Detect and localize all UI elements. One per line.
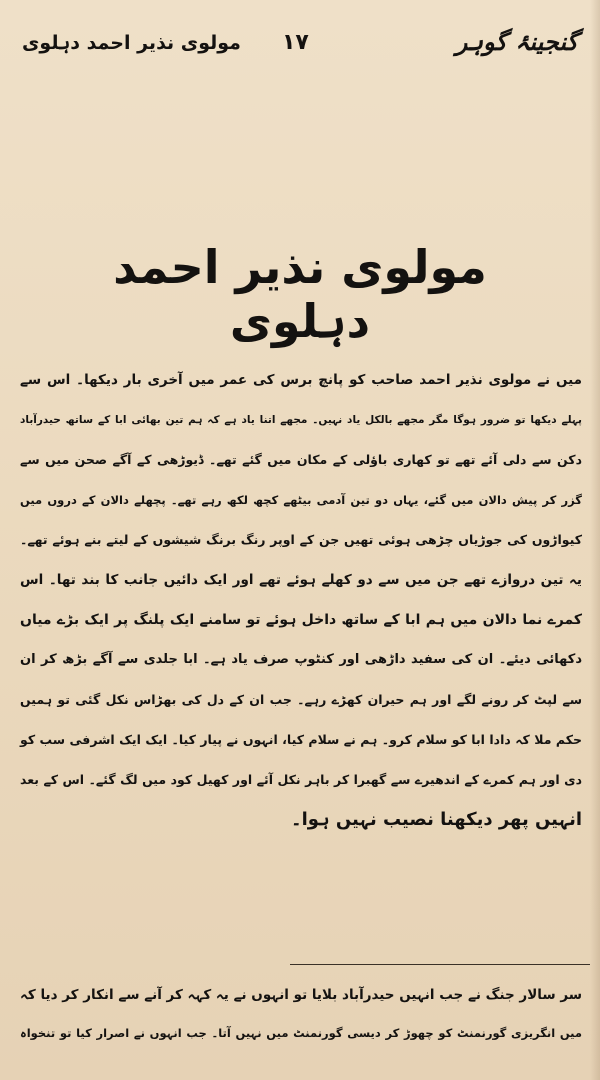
chapter-title: مولوی نذیر احمد دہلوی [113,240,487,348]
paragraph-line: سے لپٹ کر رونے لگے اور ہم حیران کھڑے رہے۔ جب ان کے دل کی بھڑاس نکل گئی تو ہمیں [20,692,582,707]
body-paragraph [20,360,582,840]
paragraph-line: میں نے مولوی نذیر احمد صاحب کو پانچ برس کی عمر میں آخری بار دیکھا۔ اس سے [20,372,582,388]
paragraph-line: کمرے نما دالان میں ہم ابا کے ساتھ داخل ہوئے تو سامنے ایک پلنگ پر ایک بڑے میاں [20,612,582,628]
page-edge-shadow [590,0,600,1080]
paragraph-line: دکھائی دیئے۔ ان کی سفید داڑھی اور کنٹوپ صرف یاد ہے۔ ابا جلدی سے آگے بڑھ کر ان [20,652,582,667]
footnote [20,976,582,1052]
footnote-divider [290,964,590,965]
page-header [22,28,578,68]
page-number: ۱۷ [282,30,309,55]
paragraph-line: پہلے دیکھا تو ضرور ہوگا مگر مجھے بالکل یاد نہیں۔ مجھے اتنا یاد ہے کہ ہم تین بھائی ابا کے ساتھ حیدرآباد [20,414,582,426]
book-title: گنجینۂ گوہر [455,28,578,56]
paragraph-line: دکن سے دلی آئے تھے تو کھاری باؤلی کے مکان میں گئے تھے۔ ڈیوڑھی کے آگے صحن میں سے [20,452,582,467]
paragraph-line: حکم ملا کہ دادا ابا کو سلام کرو۔ ہم نے سلام کیا، انہوں نے پیار کیا۔ ایک ایک اشرفی سب کو [20,732,582,747]
paragraph-line: کیواڑوں کی جوڑیاں چڑھی ہوئی تھیں جن کے اوپر رنگ برنگ شیشوں کے لیتے بنے ہوئے تھے۔ [20,532,582,547]
paragraph-line: انہیں پھر دیکھنا نصیب نہیں ہوا۔ [291,809,582,830]
paragraph-line: گزر کر پیش دالان میں گئے، یہاں دو تین آدمی بیٹھے کچھ لکھ رہے تھے۔ پچھلے دالان کے دروں میں [20,493,582,507]
footnote-line: میں انگریزی گورنمنٹ کو چھوڑ کر دیسی گورنمنٹ میں نہیں آتا۔ جب انہوں نے اصرار کیا تو تنخواہ [20,1026,582,1040]
running-title: مولوی نذیر احمد دہلوی [22,32,241,54]
paragraph-line: دی اور ہم کمرے کے اندھیرے سے گھبرا کر باہر نکل آئے اور کھیل کود میں لگ گئے۔ اس کے بعد [20,772,582,787]
footnote-line: سر سالار جنگ نے جب انہیں حیدرآباد بلایا تو انہوں نے یہ کہہ کر آنے سے انکار کر دیا کہ [20,987,582,1003]
paragraph-line: یہ تین دروازے تھے جن میں سے دو کھلے ہوئے تھے اور ایک دائیں جانب کا بند تھا۔ اس [20,572,582,588]
